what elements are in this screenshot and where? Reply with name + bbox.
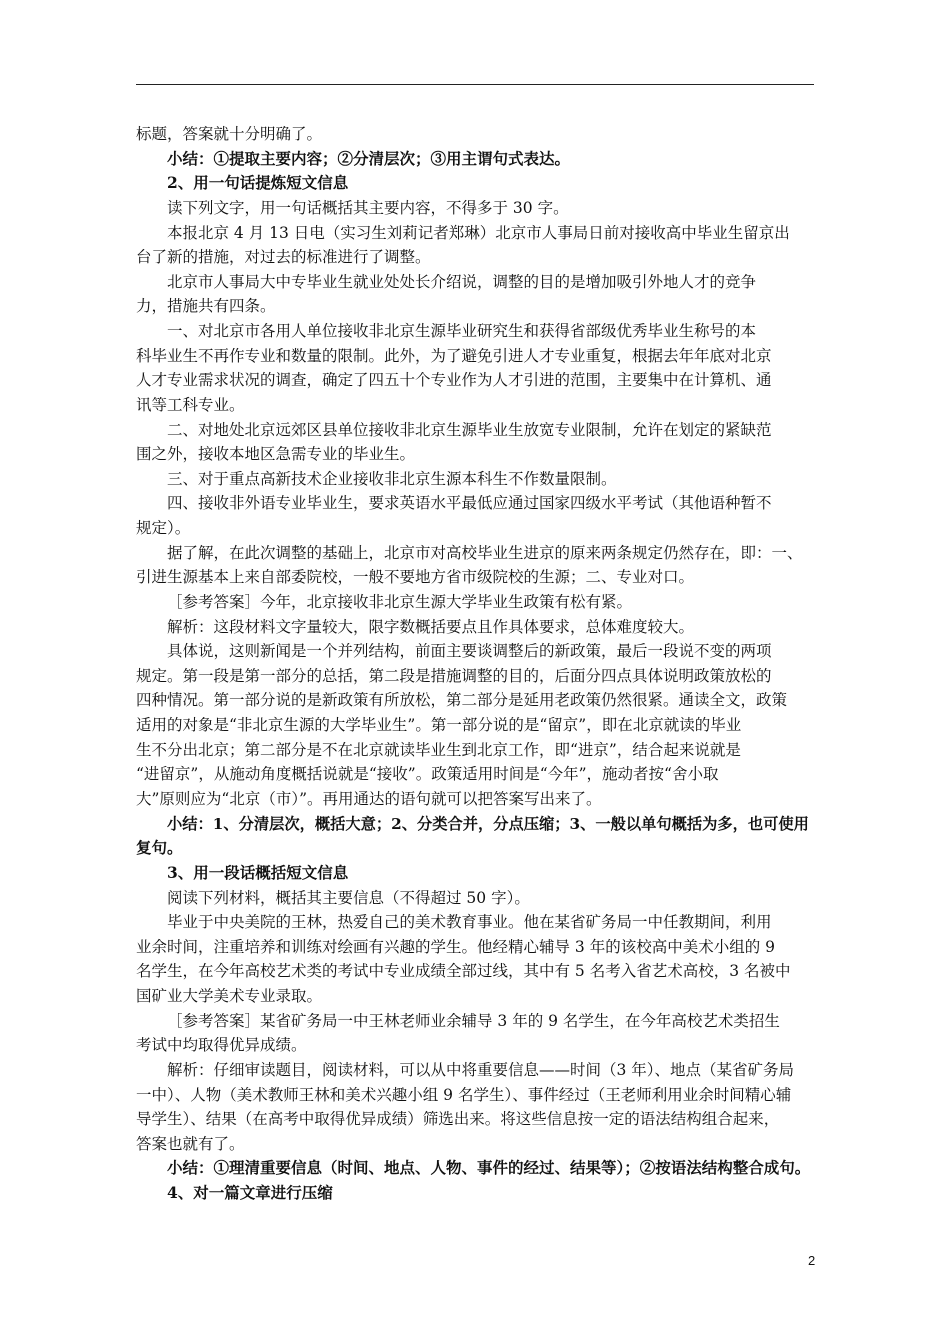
text-line: 本报北京 4 月 13 日电（实习生刘莉记者郑琳）北京市人事局日前对接收高中毕业生留京出	[167, 223, 790, 242]
text-line: ［参考答案］某省矿务局一中王林老师业余辅导 3 年的 9 名学生，在今年高校艺术类招生	[167, 1011, 780, 1030]
text-line: 规定。第一段是第一部分的总括，第二段是措施调整的目的，后面分四点具体说明政策放松的	[136, 666, 772, 685]
text-line: 大”原则应为“北京（市）”。再用通达的语句就可以把答案写出来了。	[136, 790, 602, 808]
text-line: 台了新的措施，对过去的标准进行了调整。	[136, 248, 431, 267]
text-line: 业余时间，注重培养和训练对绘画有兴趣的学生。他经精心辅导 3 年的该校高中美术小组的 9	[136, 937, 776, 956]
text-line: 人才专业需求状况的调查，确定了四五十个专业作为人才引进的范围，主要集中在计算机、通	[136, 371, 772, 390]
text-line: 名学生，在今年高校艺术类的考试中专业成绩全部过线，其中有 5 名考入省艺术高校，3 名被中	[136, 962, 791, 981]
text-line: 四、接收非外语专业毕业生，要求英语水平最低应通过国家四级水平考试（其他语种暂不	[167, 494, 772, 513]
text-line: 引进生源基本上来自部委院校，一般不要地方省市级院校的生源；二、专业对口。	[136, 568, 695, 587]
text-line: ［参考答案］今年，北京接收非北京生源大学毕业生政策有松有紧。	[167, 592, 633, 611]
text-line: 阅读下列材料，概括其主要信息（不得超过 50 字）。	[167, 888, 530, 907]
text-line: 三、对于重点高新技术企业接收非北京生源本科生不作数量限制。	[167, 469, 617, 488]
text-line: 读下列文字，用一句话概括其主要内容，不得多于 30 字。	[167, 198, 569, 217]
text-line: 适用的对象是“非北京生源的大学毕业生”。第一部分说的是“留京”，即在北京就读的毕业	[136, 716, 742, 735]
text-line: 围之外，接收本地区急需专业的毕业生。	[136, 445, 416, 464]
heading-line: 4、对一篇文章进行压缩	[167, 1183, 333, 1203]
text-line: 力，措施共有四条。	[136, 297, 276, 316]
text-line: 据了解，在此次调整的基础上，北京市对高校毕业生进京的原来两条规定仍然存在，即：一、	[167, 543, 803, 562]
text-line: 标题，答案就十分明确了。	[136, 125, 323, 143]
heading-line: 复句。	[136, 838, 183, 858]
text-line: 毕业于中央美院的王林，热爱自己的美术教育事业。他在某省矿务局一中任教期间，利用	[167, 913, 772, 932]
text-line: 导学生）、结果（在高考中取得优异成绩）筛选出来。将这些信息按一定的语法结构组合起来，	[136, 1110, 780, 1129]
heading-line: 2、用一句话提炼短文信息	[167, 173, 349, 193]
header-rule	[136, 84, 814, 85]
text-line: 科毕业生不再作专业和数量的限制。此外，为了避免引进人才专业重复，根据去年年底对北京	[136, 346, 772, 365]
text-line: 具体说，这则新闻是一个并列结构，前面主要谈调整后的新政策，最后一段说不变的两项	[167, 642, 772, 661]
heading-line: 小结：①理清重要信息（时间、地点、人物、事件的经过、结果等）；②按语法结构整合成句。	[167, 1158, 811, 1178]
text-line: 讯等工科专业。	[136, 395, 245, 414]
text-line: 解析：这段材料文字量较大，限字数概括要点且作具体要求，总体难度较大。	[167, 617, 695, 636]
heading-line: 小结：1、分清层次，概括大意；2、分类合并，分点压缩；3、一般以单句概括为多，也可使用	[167, 814, 809, 833]
text-line: 考试中均取得优异成绩。	[136, 1036, 307, 1055]
text-line: 一中）、人物（美术教师王林和美术兴趣小组 9 名学生）、事件经过（王老师利用业余时间精心辅	[136, 1085, 792, 1104]
page-number: 2	[808, 1253, 816, 1268]
text-line: 答案也就有了。	[136, 1134, 245, 1153]
heading-line: 3、用一段话概括短文信息	[167, 862, 349, 882]
text-line: 生不分出北京；第二部分是不在北京就读毕业生到北京工作，即“进京”，结合起来说就是	[136, 740, 741, 759]
text-line: 四种情况。第一部分说的是新政策有所放松，第二部分是延用老政策仍然很紧。通读全文，政策	[136, 691, 788, 710]
heading-line: 小结：①提取主要内容；②分清层次；③用主谓句式表达。	[167, 148, 571, 168]
text-line: 规定）。	[136, 519, 191, 538]
text-line: 北京市人事局大中专毕业生就业处处长介绍说，调整的目的是增加吸引外地人才的竞争	[167, 272, 757, 291]
text-line: 解析：仔细审读题目，阅读材料，可以从中将重要信息——时间（3 年）、地点（某省矿务局	[167, 1060, 795, 1079]
text-line: 二、对地处北京远郊区县单位接收非北京生源毕业生放宽专业限制，允许在划定的紧缺范	[167, 420, 772, 439]
text-line: 国矿业大学美术专业录取。	[136, 987, 323, 1006]
text-line: 一、对北京市各用人单位接收非北京生源毕业研究生和获得省部级优秀毕业生称号的本	[167, 322, 757, 341]
text-line: “进留京”，从施动角度概括说就是“接收”。政策适用时间是“今年”，施动者按“舍小取	[136, 765, 719, 784]
